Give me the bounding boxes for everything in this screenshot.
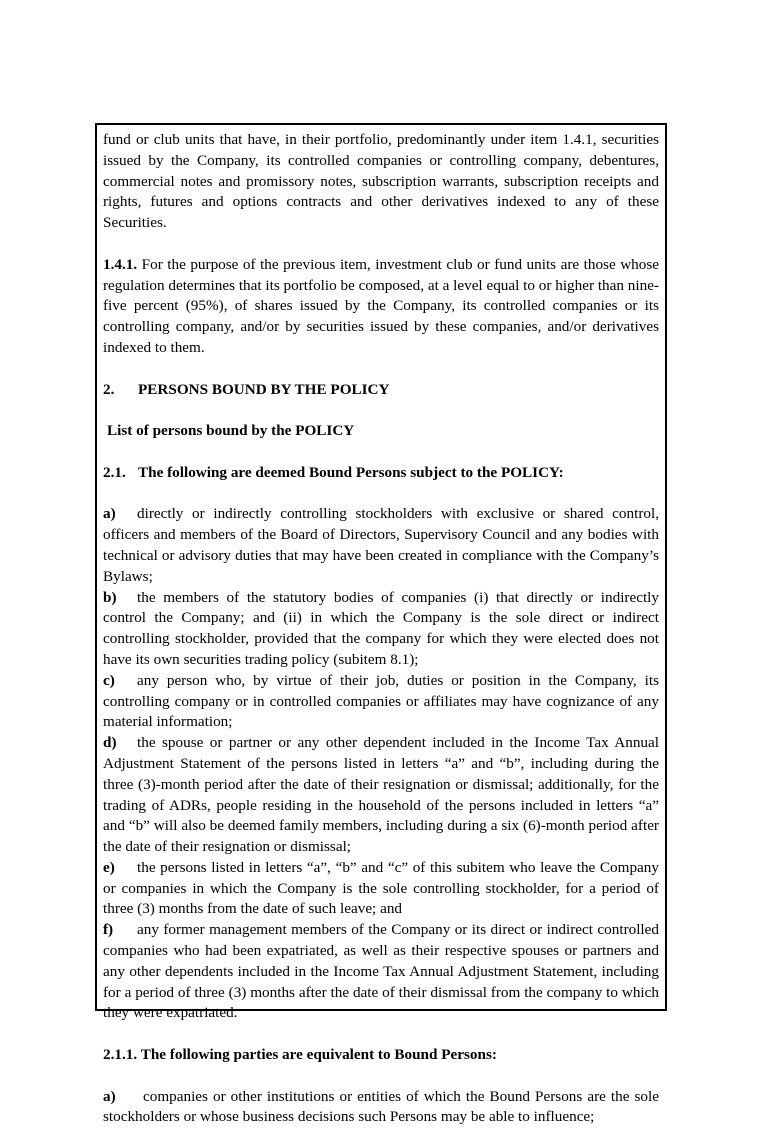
list-item-e xyxy=(103,858,659,920)
paragraph-1-4-1-text: For the purpose of the previous item, investment club or fund units are those whose regulation determines that its portfolio be composed, at a level equal to or higher than nine-five percent (95%), of shares issued by the Company, its controlled companies or its controlling company, and/or by securities issued by these companies, and/or derivatives indexed to them. xyxy=(103,255,659,356)
list-item-a xyxy=(103,504,659,587)
section-2-heading xyxy=(103,380,659,401)
list-item-text: the persons listed in letters “a”, “b” and “c” of this subitem who leave the Company or companies in which the Company is the sole controlling stockholder, for a period of three (3) months from the date of such leave; and xyxy=(103,858,659,918)
section-2-1-title: The following are deemed Bound Persons subject to the POLICY: xyxy=(138,463,564,481)
list-item-text: companies or other institutions or entities of which the Bound Persons are the sole stockholders or whose business decisions such Persons may be able to influence; xyxy=(103,1087,659,1126)
section-2-1-number: 2.1. xyxy=(103,463,126,481)
paragraph-1-4-1 xyxy=(103,255,659,359)
list-item-d xyxy=(103,733,659,858)
list-item-text: any former management members of the Company or its direct or indirect controlled companies who had been expatriated, as well as their respective spouses or partners and any other dependents included in the Income Tax Annual Adjustment Statement, including for a period of three (3) months after the date of their dismissal from the company to which they were expatriated. xyxy=(103,921,659,1022)
list-item-f xyxy=(103,920,659,1024)
section-2-title: PERSONS BOUND BY THE POLICY xyxy=(138,380,390,398)
list-item-label: e) xyxy=(103,858,115,876)
list-item-label: b) xyxy=(103,588,117,606)
list-item-a-2-1-1 xyxy=(103,1087,659,1128)
paragraph-continuation: fund or club units that have, in their portfolio, predominantly under item 1.4.1, securities issued by the Company, its controlled companies or controlling company, debentures, commercial notes and promissory notes, subscription warrants, subscription receipts and rights, futures and options contracts and other derivatives indexed to any of these Securities. xyxy=(103,131,659,232)
document-page-frame xyxy=(95,123,667,1126)
list-item-text: the spouse or partner or any other dependent included in the Income Tax Annual Adjustment Statement of the persons listed in letters “a” and “b”, including during the three (3)-month period after the date of their resignation or dismissal; additionally, for the trading of ADRs, people residing in the household of the persons included in letters “a” and “b” will also be deemed family members, including during a six (6)-month period after the date of their resignation or dismissal; xyxy=(103,734,659,856)
list-item-text: directly or indirectly controlling stockholders with exclusive or shared control, officers and members of the Board of Directors, Supervisory Council and any bodies with technical or advisory duties that may have been created in compliance with the Company’s Bylaws; xyxy=(103,505,659,585)
list-item-label: a) xyxy=(103,505,116,523)
section-2-number: 2. xyxy=(103,380,115,398)
section-2-1-heading xyxy=(103,463,659,484)
list-item-label: f) xyxy=(103,921,114,939)
item-number-1-4-1: 1.4.1. xyxy=(103,255,138,273)
list-item-c xyxy=(103,671,659,733)
list-item-text: any person who, by virtue of their job, duties or position in the Company, its controlling company or in controlled companies or affiliates may have cognizance of any material information; xyxy=(103,671,659,731)
list-item-label: d) xyxy=(103,734,117,752)
list-item-label: c) xyxy=(103,671,115,689)
list-heading: List of persons bound by the POLICY xyxy=(107,422,355,440)
list-item-text: the members of the statutory bodies of companies (i) that directly or indirectly control the Company; and (ii) in which the Company is the sole direct or indirect controlling stockholder, provided that the company for which they were elected does not have its own securities trading policy (subitem 8.1); xyxy=(103,588,659,668)
list-item-b xyxy=(103,588,659,671)
list-item-label: a) xyxy=(103,1087,116,1105)
section-2-1-1-heading: 2.1.1. The following parties are equivalent to Bound Persons: xyxy=(103,1046,497,1064)
